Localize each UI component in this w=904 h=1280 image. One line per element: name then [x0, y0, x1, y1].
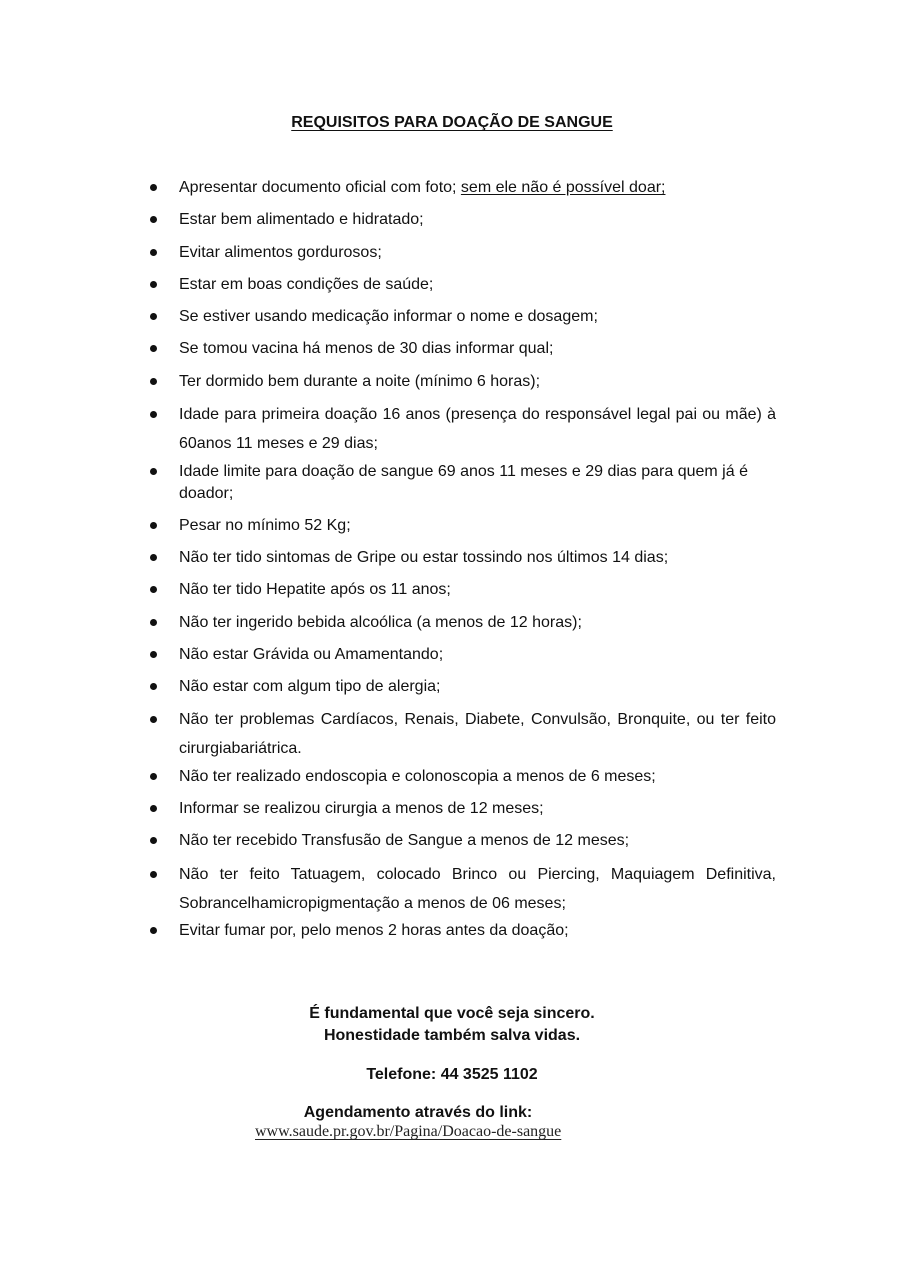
requirement-text: Não ter realizado endoscopia e colonoscopia a menos de 6 meses;	[179, 767, 656, 785]
requirement-text: Se tomou vacina há menos de 30 dias informar qual;	[179, 340, 554, 358]
bullet-icon	[150, 522, 157, 529]
list-item	[150, 372, 776, 392]
bullet-icon	[150, 871, 157, 878]
bullet-icon	[150, 554, 157, 561]
requirement-text: Não estar com algum tipo de alergia;	[179, 678, 441, 696]
requirement-text: Idade limite para doação de sangue 69 anos 11 meses e 29 dias para quem já é doador;	[179, 463, 748, 503]
requirement-text: Se estiver usando medicação informar o nome e dosagem;	[179, 308, 598, 326]
bullet-icon	[150, 927, 157, 934]
list-item	[150, 799, 776, 819]
bullet-icon	[150, 378, 157, 385]
requirement-text: Não ter tido Hepatite após os 11 anos;	[179, 581, 451, 599]
requirement-text: Ter dormido bem durante a noite (mínimo 6 horas);	[179, 372, 541, 390]
bullet-icon	[150, 216, 157, 223]
requirement-text: Não estar Grávida ou Amamentando;	[179, 645, 444, 663]
bullet-icon	[150, 805, 157, 812]
bullet-icon	[150, 837, 157, 844]
list-item	[150, 400, 776, 458]
list-item	[150, 210, 776, 230]
requirement-text: Estar bem alimentado e hidratado;	[179, 211, 424, 229]
requirement-text: Evitar fumar por, pelo menos 2 horas antes da doação;	[179, 921, 569, 939]
list-item	[150, 275, 776, 295]
schedule-label: Agendamento através do link:	[303, 1104, 533, 1121]
bullet-icon	[150, 716, 157, 723]
phone-number: Telefone: 44 3525 1102	[366, 1066, 538, 1083]
bullet-icon	[150, 773, 157, 780]
list-item	[150, 705, 776, 763]
requirement-text: Estar em boas condições de saúde;	[179, 275, 434, 293]
bullet-icon	[150, 468, 157, 475]
requirement-text: Pesar no mínimo 52 Kg;	[179, 516, 351, 534]
list-item	[150, 677, 776, 697]
requirement-text: Não ter ingerido bebida alcoólica (a menos de 12 horas);	[179, 613, 582, 631]
requirement-text: Evitar alimentos gordurosos;	[179, 243, 382, 261]
list-item	[150, 307, 776, 327]
requirement-text: Idade para primeira doação 16 anos (presença do responsável legal pai ou mãe) à 60anos 11 meses e 29 dias;	[179, 406, 776, 453]
list-item	[150, 921, 776, 941]
honesty-note: Honestidade também salva vidas.	[323, 1027, 581, 1044]
bullet-icon	[150, 249, 157, 256]
bullet-icon	[150, 345, 157, 352]
requirement-text: Apresentar documento oficial com foto;	[179, 179, 461, 196]
bullet-icon	[150, 619, 157, 626]
list-item	[150, 580, 776, 600]
bullet-icon	[150, 683, 157, 690]
bullet-icon	[150, 184, 157, 191]
bullet-icon	[150, 281, 157, 288]
list-item	[150, 613, 776, 633]
sincerity-note: É fundamental que você seja sincero.	[309, 1005, 595, 1022]
requirement-text: Não ter feito Tatuagem, colocado Brinco ou Piercing, Maquiagem Definitiva, Sobrancelhamicropigmentação a menos de 06 meses;	[179, 865, 776, 912]
bullet-icon	[150, 313, 157, 320]
list-item	[150, 516, 776, 536]
list-item	[150, 645, 776, 665]
requirements-list	[150, 178, 776, 953]
list-item	[150, 243, 776, 263]
bullet-icon	[150, 586, 157, 593]
bullet-icon	[150, 651, 157, 658]
requirement-emphasis: sem ele não é possível doar;	[460, 179, 666, 196]
bullet-icon	[150, 411, 157, 418]
requirement-text: Não ter tido sintomas de Gripe ou estar tossindo nos últimos 14 dias;	[179, 548, 669, 566]
list-item	[150, 860, 776, 918]
list-item	[150, 461, 776, 505]
requirement-text: Informar se realizou cirurgia a menos de 12 meses;	[179, 800, 544, 818]
schedule-link[interactable]: www.saude.pr.gov.br/Pagina/Doacao-de-sangue	[255, 1123, 562, 1140]
document-title: REQUISITOS PARA DOAÇÃO DE SANGUE	[291, 114, 613, 131]
requirement-text: Não ter recebido Transfusão de Sangue a menos de 12 meses;	[179, 832, 630, 850]
list-item	[150, 767, 776, 787]
list-item	[150, 831, 776, 851]
list-item	[150, 339, 776, 359]
list-item	[150, 178, 776, 198]
list-item	[150, 548, 776, 568]
requirement-text: Não ter problemas Cardíacos, Renais, Diabete, Convulsão, Bronquite, ou ter feito cirurgiabariátrica.	[179, 711, 776, 758]
